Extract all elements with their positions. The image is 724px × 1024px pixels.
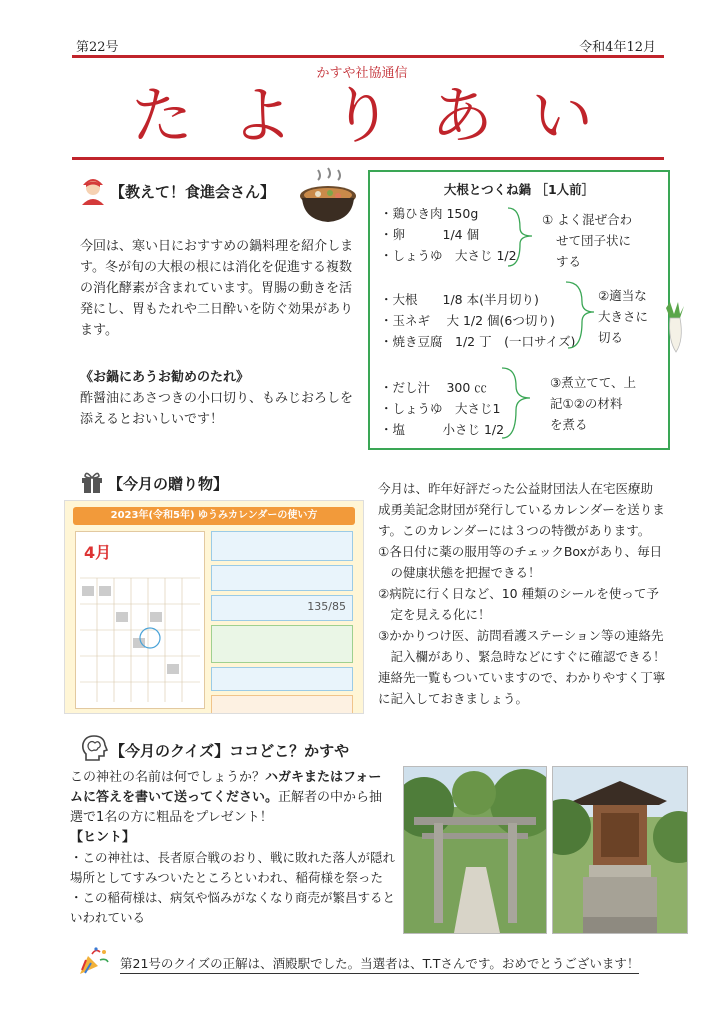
ingredient-line: ・卵 1/4 個 (380, 227, 480, 242)
calendar-image (64, 500, 364, 714)
calendar-bp-reading: 135/85 (307, 600, 346, 613)
ingredient-line: ・塩 小さじ 1/2 (380, 422, 505, 437)
quiz-instruction: ハガキまたはフォー (265, 770, 382, 785)
hint-line: いわれている (70, 910, 146, 925)
gift-icon (80, 470, 104, 494)
ingredient-line: ・玉ネギ 大 1/2 個(6つ切り) (380, 313, 555, 328)
gift-line: 定を見える化に！ (378, 607, 491, 622)
calendar-grid (76, 566, 204, 706)
sauce-line: 酢醤油にあさつきの小口切り、もみじおろしを (80, 391, 354, 406)
ingredient-line: ・だし汁 300 ㏄ (380, 380, 487, 395)
hint-heading: 【ヒント】 (70, 830, 136, 845)
gift-line: ②病院に行く日など、10 種類のシールを使って予 (378, 586, 659, 601)
intro-line: す。冬が旬の大根の根には消化を促進する複数 (80, 260, 352, 275)
gift-line: 記入欄があり、緊急時などにすぐに確認できる！ (378, 649, 666, 664)
gift-line: に記入しておきましょう。 (378, 691, 529, 706)
intro-line: 今回は、寒い日におすすめの鍋料理を紹介しま (80, 239, 354, 254)
ingredient-line: ・大根 1/8 本(半月切り) (380, 292, 539, 307)
step-line: する (556, 254, 582, 269)
shrine-photo (552, 766, 688, 934)
issue-date: 令和4年12月 (579, 40, 656, 55)
hotpot-icon (296, 166, 360, 226)
hint-line: 場所としてすみついたところといわれ、稲荷様を祭った (70, 870, 384, 885)
quiz-prize: 選で1名の方に粗品をプレゼント！ (70, 810, 273, 825)
step-line: 記①②の材料 (550, 396, 623, 411)
intro-line: 発にし、胃もたれや二日酔いを防ぐ効果があり (80, 302, 354, 317)
cook-avatar-icon (78, 173, 108, 205)
quiz-heading: 【今月のクイズ】ココどこ？かすや (110, 742, 350, 760)
sauce-line: 添えるとおいしいです！ (80, 412, 224, 427)
step-line: ① よく混ぜ合わ (542, 212, 633, 227)
step-line: 大きさに (598, 309, 649, 324)
thinking-head-icon (80, 734, 108, 762)
ingredient-line: ・しょうゆ 大さじ1 (380, 401, 501, 416)
calendar-page (75, 531, 205, 709)
party-popper-icon (76, 946, 110, 976)
header-bottom-rule (72, 157, 664, 160)
newsletter-title: たよりあい (130, 79, 631, 152)
shokushin-heading: 【教えて！食進会さん】 (110, 183, 276, 201)
sauce-block (80, 367, 370, 430)
ingredient-line: ・鶏ひき肉 150g (380, 206, 479, 221)
step-line: を煮る (550, 417, 588, 432)
shokushin-intro (80, 236, 370, 341)
step-line: ②適当な (598, 288, 647, 303)
daikon-icon (662, 300, 688, 354)
quiz-question: この神社の名前は何でしょうか？ (70, 770, 266, 785)
intro-line: ます。 (80, 323, 118, 338)
gift-body (378, 478, 688, 709)
calendar-instructions (211, 531, 353, 707)
step-line: せて団子状に (556, 233, 632, 248)
quiz-prize: 正解者の中から抽 (278, 790, 383, 805)
recipe-box (368, 170, 670, 450)
gift-line: 今月は、昨年好評だった公益財団法人在宅医療助 (378, 481, 654, 496)
gift-heading: 【今月の贈り物】 (108, 475, 229, 493)
calendar-month: 4月 (84, 543, 112, 562)
gift-line: 連絡先一覧もついていますので、わかりやすく丁寧 (378, 670, 666, 685)
recipe-braces (370, 172, 668, 448)
step-line: 切る (598, 330, 624, 345)
ingredient-line: ・焼き豆腐 1/2 丁 (一口サイズ) (380, 334, 576, 349)
gift-line: ③かかりつけ医、訪問看護ステーション等の連絡先 (378, 628, 664, 643)
gift-line: の健康状態を把握できる！ (378, 565, 541, 580)
previous-quiz-answer: 第21号のクイズの正解は、酒殿駅でした。当選者は、T.Tさんです。おめでとうございます！ (120, 954, 639, 974)
step-line: ③煮立てて、上 (550, 375, 636, 390)
header-top-rule (72, 55, 664, 58)
issue-number: 第22号 (76, 40, 119, 55)
quiz-instruction: ムに答えを書いて送ってください。 (70, 790, 279, 805)
calendar-title: 2023年(令和5年) ゆうみカレンダーの使い方 (73, 507, 355, 525)
hint-line: ・この神社は、長者原合戦のおり、戦に敗れた落人が隠れ (70, 850, 396, 865)
torii-photo (403, 766, 547, 934)
sauce-heading: 《お鍋にあうお勧めのたれ》 (80, 370, 250, 385)
gift-line: 成勇美記念財団が発行しているカレンダーを送りま (378, 502, 665, 517)
gift-line: す。このカレンダーには３つの特徴があります。 (378, 523, 651, 538)
intro-line: の消化酵素が含まれています。胃腸の動きを活 (80, 281, 352, 296)
gift-line: ①各日付に薬の服用等のチェックBoxがあり、毎日 (378, 544, 663, 559)
hint-line: ・この稲荷様は、病気や悩みがなくなり商売が繁昌すると (70, 890, 396, 905)
recipe-title: 大根とつくね鍋 ［1人前］ (443, 182, 595, 197)
ingredient-line: ・しょうゆ 大さじ 1/2 (380, 248, 517, 263)
newsletter-subtitle: かすや社協通信 (316, 66, 408, 81)
quiz-body (70, 768, 396, 928)
